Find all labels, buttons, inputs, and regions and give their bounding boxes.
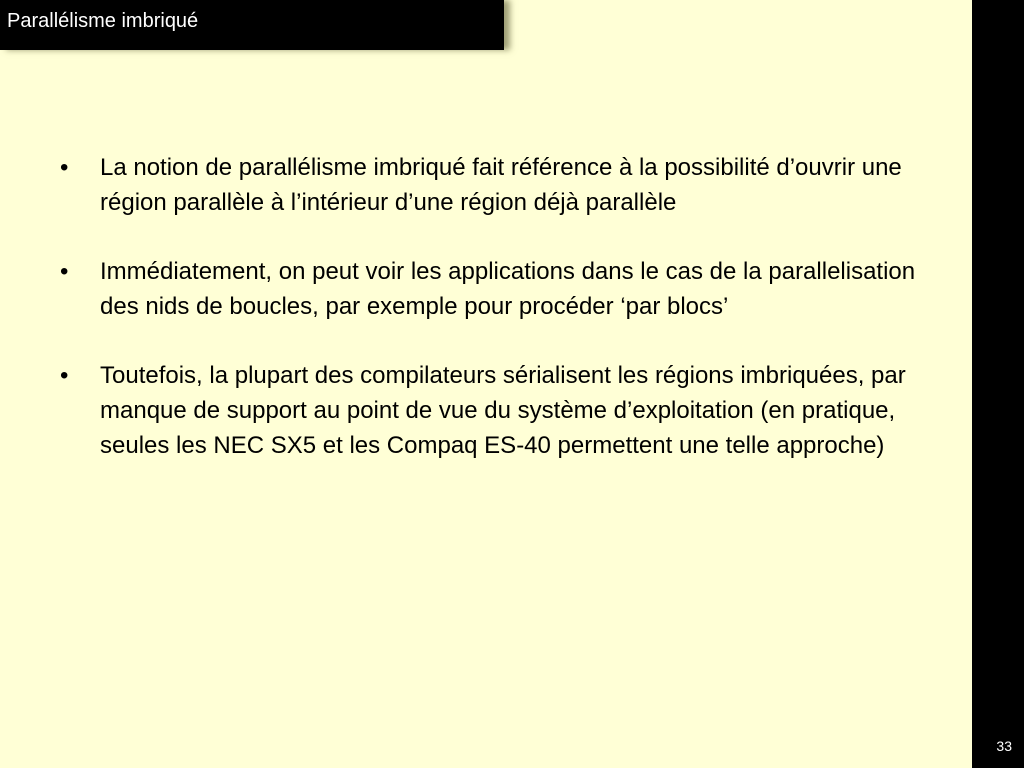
- page-number: 33: [996, 738, 1012, 754]
- bullet-icon: •: [60, 258, 69, 285]
- bullet-icon: •: [60, 154, 69, 181]
- title-bar: [0, 0, 504, 50]
- bullet-item: [60, 150, 950, 220]
- bullet-item: [60, 254, 950, 324]
- bullet-item: [60, 358, 950, 463]
- bullet-icon: •: [60, 362, 69, 389]
- bullet-text: La notion de parallélisme imbriqué fait référence à la possibilité d’ouvrir une région parallèle à l’intérieur d’une région déjà parallèle: [100, 154, 902, 216]
- bullet-text: Immédiatement, on peut voir les applications dans le cas de la parallelisation des nids de boucles, par exemple pour procéder ‘par blocs’: [100, 258, 916, 320]
- bullet-list: [60, 150, 950, 497]
- slide-title: Parallélisme imbriqué: [7, 10, 199, 32]
- bullet-text: Toutefois, la plupart des compilateurs sérialisent les régions imbriquées, par manque de support au point de vue du système d’exploitation (en pratique, seules les NEC SX5 et les Compaq ES-40 permettent une telle approche): [100, 362, 906, 459]
